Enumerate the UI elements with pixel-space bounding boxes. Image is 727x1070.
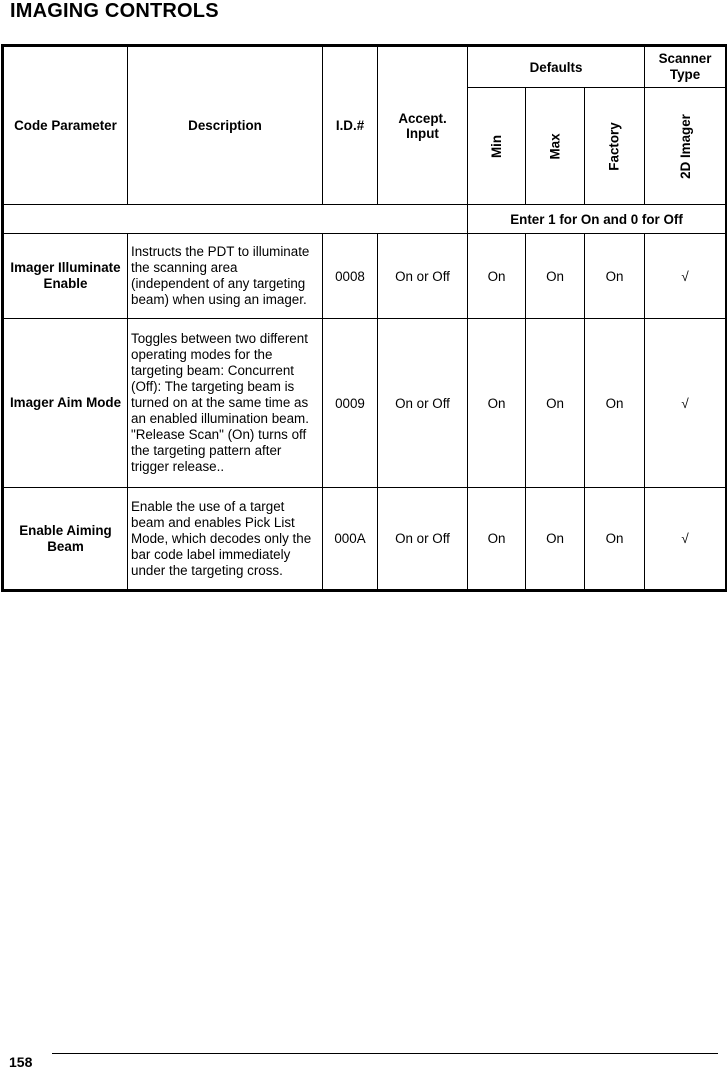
- row-description: Enable the use of a target beam and enables Pick List Mode, which decodes only the bar code label immediately under the targeting cross.: [128, 488, 323, 591]
- row-description: Toggles between two different operating modes for the targeting beam: Concurrent (Off): The targeting beam is turned on at the same time as an enabled illumination beam. "Release Scan" (On) turns off the targeting pattern after trigger release..: [128, 319, 323, 488]
- row-accept: On or Off: [378, 488, 468, 591]
- row-accept: On or Off: [378, 234, 468, 319]
- row-factory: On: [585, 234, 645, 319]
- header-2d-imager: 2D Imager: [645, 88, 727, 205]
- row-parameter: Imager Illuminate Enable: [3, 234, 128, 319]
- row-imager-check: √: [645, 488, 727, 591]
- header-accept-input: Accept. Input: [378, 46, 468, 205]
- row-min: On: [468, 234, 526, 319]
- row-parameter: Enable Aiming Beam: [3, 488, 128, 591]
- row-imager-check: √: [645, 319, 727, 488]
- table-row: [3, 319, 727, 488]
- row-id: 0008: [323, 234, 378, 319]
- row-min: On: [468, 319, 526, 488]
- header-code-parameter: Code Parameter: [3, 46, 128, 205]
- row-id: 0009: [323, 319, 378, 488]
- row-parameter: Imager Aim Mode: [3, 319, 128, 488]
- note-on-off: Enter 1 for On and 0 for Off: [468, 205, 727, 234]
- row-accept: On or Off: [378, 319, 468, 488]
- header-min: Min: [468, 88, 526, 205]
- row-factory: On: [585, 488, 645, 591]
- row-factory: On: [585, 319, 645, 488]
- note-spacer: [3, 205, 468, 234]
- header-scanner-type: Scanner Type: [645, 46, 727, 88]
- row-min: On: [468, 488, 526, 591]
- row-max: On: [526, 319, 585, 488]
- footer-rule: [52, 1053, 718, 1054]
- table-row: [3, 234, 727, 319]
- row-max: On: [526, 488, 585, 591]
- header-defaults: Defaults: [468, 46, 645, 88]
- page-number: 158: [9, 1054, 33, 1070]
- header-description: Description: [128, 46, 323, 205]
- table-row: [3, 488, 727, 591]
- header-id: I.D.#: [323, 46, 378, 205]
- row-description: Instructs the PDT to illuminate the scanning area (independent of any targeting beam) when using an imager.: [128, 234, 323, 319]
- imaging-controls-table: [1, 44, 727, 592]
- row-max: On: [526, 234, 585, 319]
- page-title: IMAGING CONTROLS: [10, 0, 219, 22]
- header-max: Max: [526, 88, 585, 205]
- row-id: 000A: [323, 488, 378, 591]
- header-factory: Factory: [585, 88, 645, 205]
- row-imager-check: √: [645, 234, 727, 319]
